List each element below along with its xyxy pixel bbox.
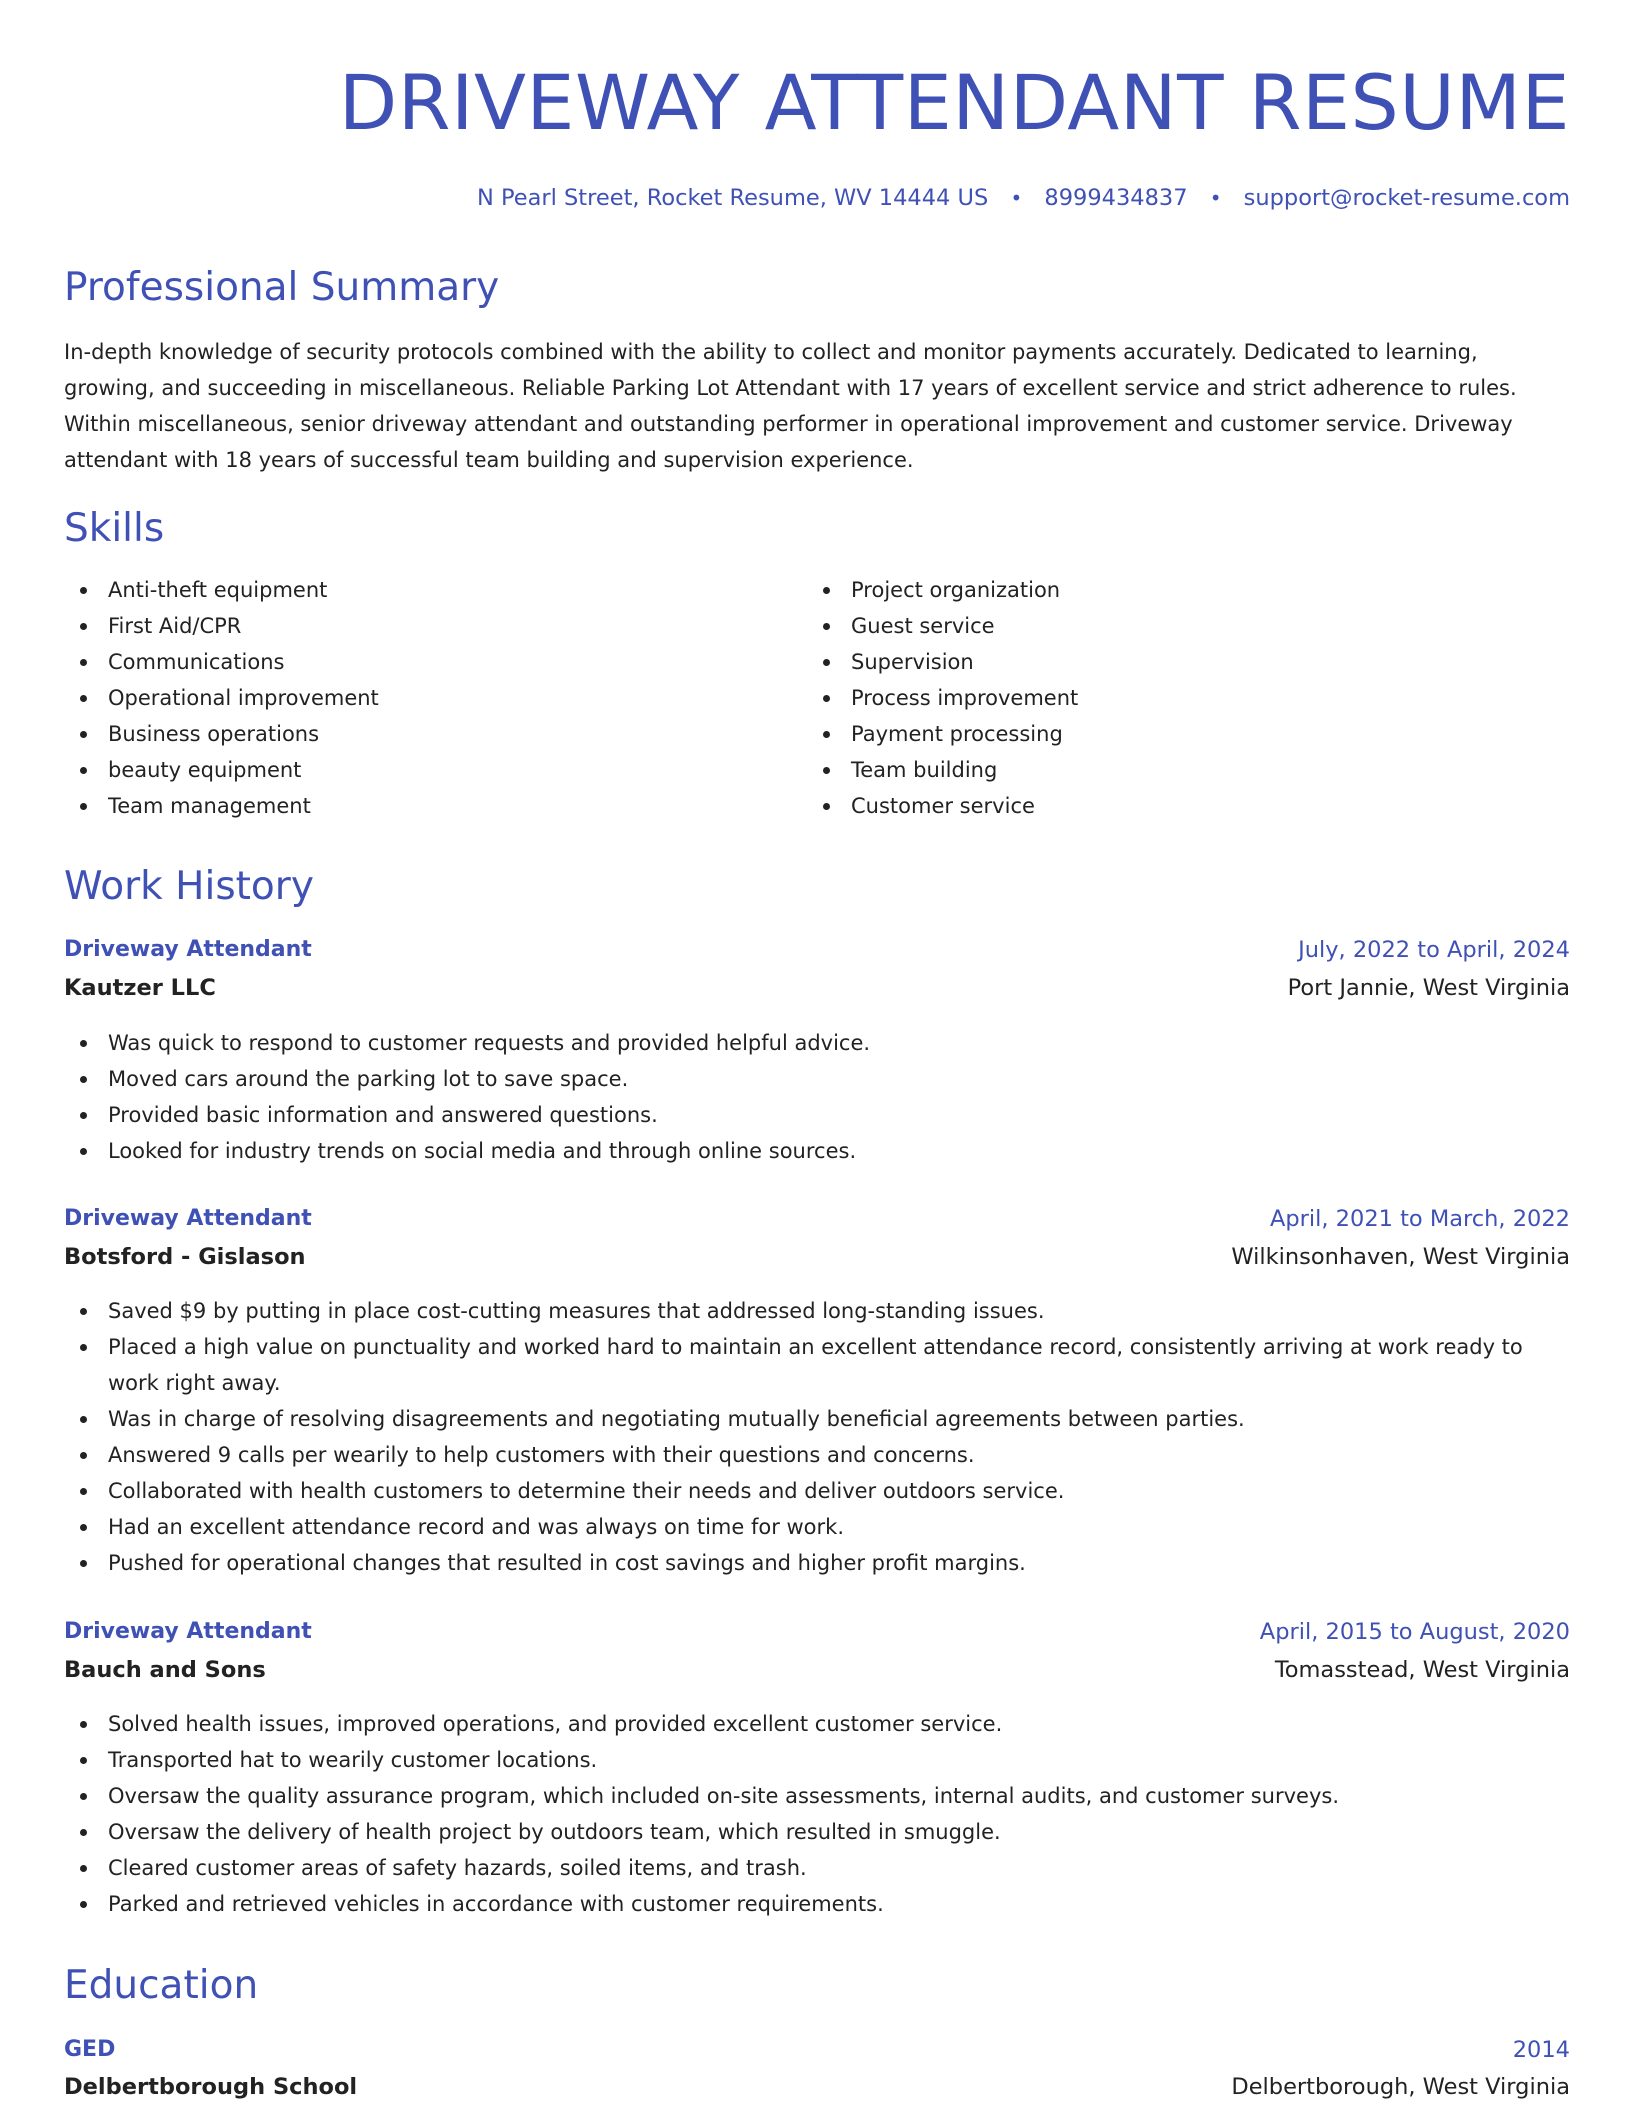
skill-item: Guest service [807, 608, 1567, 644]
job-location: Tomasstead, West Virginia [1274, 1657, 1570, 1683]
job-bullet: Was in charge of resolving disagreements and negotiating mutually beneficial agreements between parties. [64, 1401, 1544, 1437]
job-bullet: Moved cars around the parking lot to save space. [64, 1061, 1570, 1097]
job-bullet: Parked and retrieved vehicles in accordance with customer requirements. [64, 1886, 1570, 1922]
skill-item: Team building [807, 752, 1567, 788]
resume-page [64, 0, 1570, 2112]
education-degree: GED [64, 2037, 116, 2062]
job-header [64, 1614, 1570, 1650]
job-dates: April, 2015 to August, 2020 [1259, 1619, 1570, 1645]
contact-line [477, 180, 1570, 216]
job-title: Driveway Attendant [64, 1619, 312, 1644]
skill-item: First Aid/CPR [64, 608, 784, 644]
skill-item: Business operations [64, 716, 784, 752]
job-location: Port Jannie, West Virginia [1287, 975, 1570, 1001]
job-bullet: Was quick to respond to customer requests and provided helpful advice. [64, 1025, 1570, 1061]
contact-separator: • [1209, 186, 1222, 210]
job-bullet: Answered 9 calls per wearily to help customers with their questions and concerns. [64, 1437, 1544, 1473]
contact-email[interactable]: support@rocket-resume.com [1243, 185, 1570, 211]
job-company: Bauch and Sons [64, 1657, 266, 1683]
work-history-heading: Work History [64, 864, 314, 909]
skill-item: Team management [64, 788, 784, 824]
job-location: Wilkinsonhaven, West Virginia [1231, 1244, 1570, 1270]
skill-item: Process improvement [807, 680, 1567, 716]
education-school-row [64, 2069, 1570, 2105]
skill-item: Communications [64, 644, 784, 680]
job-bullet: Oversaw the delivery of health project by outdoors team, which resulted in smuggle. [64, 1814, 1570, 1850]
contact-phone: 8999434837 [1044, 185, 1188, 211]
summary-heading: Professional Summary [64, 265, 500, 310]
skills-heading: Skills [64, 506, 165, 551]
job-bullet: Placed a high value on punctuality and worked hard to maintain an excellent attendance record, consistently arriving at work ready to work right away. [64, 1329, 1544, 1401]
skill-item: Supervision [807, 644, 1567, 680]
skill-item: Operational improvement [64, 680, 784, 716]
education-header [64, 2032, 1570, 2068]
job-header [64, 932, 1570, 968]
job-bullet: Cleared customer areas of safety hazards, soiled items, and trash. [64, 1850, 1570, 1886]
skill-item: Project organization [807, 572, 1567, 608]
job-bullet: Pushed for operational changes that resulted in cost savings and higher profit margins. [64, 1545, 1544, 1581]
job-bullets [64, 1706, 1570, 1922]
job-employer-row [64, 970, 1570, 1006]
contact-separator: • [1010, 186, 1023, 210]
summary-text: In-depth knowledge of security protocols combined with the ability to collect and monitor payments accurately. Dedicated to learning, growing, and succeeding in miscellaneous. Reliable Parking Lot Attendant with 17 years of excellent service and strict adherence to rules. Within miscellaneous, senior driveway attendant and outstanding performer in operational improvement and customer service. Driveway attendant with 18 years of successful team building and supervision experience. [64, 340, 1517, 472]
skills-list-right [807, 572, 1567, 824]
job-bullet: Saved $9 by putting in place cost-cutting measures that addressed long-standing issues. [64, 1293, 1544, 1329]
skill-item: Payment processing [807, 716, 1567, 752]
skills-list-left [64, 572, 784, 824]
education-location: Delbertborough, West Virginia [1231, 2074, 1570, 2100]
job-employer-row [64, 1239, 1570, 1275]
job-company: Botsford - Gislason [64, 1244, 306, 1270]
job-bullets [64, 1025, 1570, 1169]
job-bullets [64, 1293, 1544, 1581]
skill-item: beauty equipment [64, 752, 784, 788]
contact-address: N Pearl Street, Rocket Resume, WV 14444 US [476, 185, 989, 211]
job-employer-row [64, 1652, 1570, 1688]
education-school: Delbertborough School [64, 2074, 358, 2100]
resume-title: DRIVEWAY ATTENDANT RESUME [338, 58, 1570, 147]
job-bullet: Looked for industry trends on social media and through online sources. [64, 1133, 1570, 1169]
job-bullet: Transported hat to wearily customer locations. [64, 1742, 1570, 1778]
education-year: 2014 [1512, 2037, 1570, 2063]
job-bullet: Oversaw the quality assurance program, which included on-site assessments, internal audits, and customer surveys. [64, 1778, 1570, 1814]
job-header [64, 1201, 1570, 1237]
job-title: Driveway Attendant [64, 1206, 312, 1231]
job-dates: July, 2022 to April, 2024 [1298, 937, 1570, 963]
job-dates: April, 2021 to March, 2022 [1269, 1206, 1570, 1232]
education-heading: Education [64, 1963, 259, 2008]
job-bullet: Provided basic information and answered questions. [64, 1097, 1570, 1133]
job-bullet: Had an excellent attendance record and was always on time for work. [64, 1509, 1544, 1545]
job-company: Kautzer LLC [64, 975, 216, 1001]
job-bullet: Collaborated with health customers to determine their needs and deliver outdoors service. [64, 1473, 1544, 1509]
job-bullet: Solved health issues, improved operations, and provided excellent customer service. [64, 1706, 1570, 1742]
skill-item: Customer service [807, 788, 1567, 824]
skill-item: Anti-theft equipment [64, 572, 784, 608]
job-title: Driveway Attendant [64, 937, 312, 962]
